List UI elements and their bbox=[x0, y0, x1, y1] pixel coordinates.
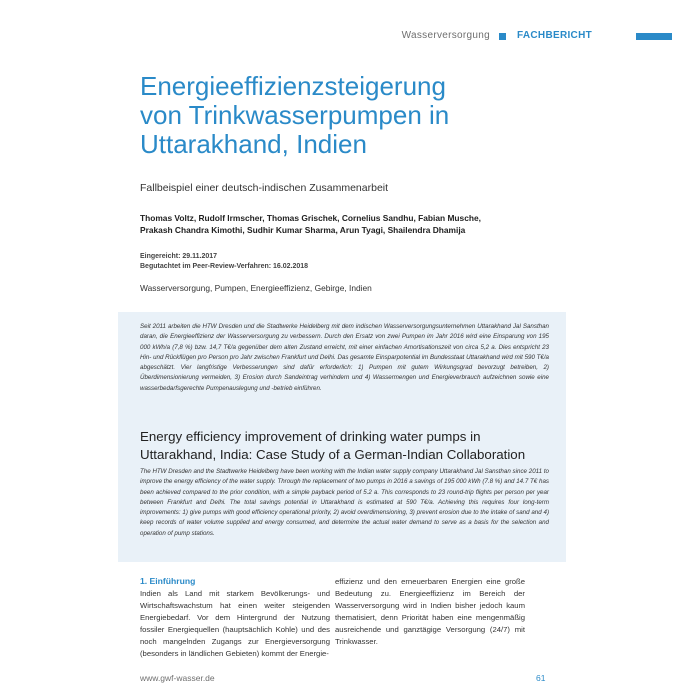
header-section-label: Wasserversorgung bbox=[401, 30, 490, 41]
author-list bbox=[140, 212, 560, 236]
body-column-1: Indien als Land mit starkem Bevölkerungs- und Wirtschaftswachstum hat einen weiter steigenden Energiebedarf. Vor dem Hintergrund der Nutzung fossiler Energiequellen (hauptsächlich Kohle) und des noch mangelnden Zugangs zur Energieversorgung (besonders in ländlichen Gebieten) kommt der Energie- bbox=[140, 589, 330, 658]
title-line: Energieeffizienzsteigerung bbox=[140, 71, 446, 101]
abstract-english: The HTW Dresden and the Stadtwerke Heidelberg have been working with the Indian water supply company Uttarakhand Jal Sansthan since 2011 to improve the energy efficiency of the water supply. Through the replacement of two pumps in 2016 a savings of 195 000 kWh (7.8 %) and 14.7 T€ has been achieved compared to the prior condition, with a simple payback period of 5.2 a. This corresponds to 23 round-trip flights per person per year between Frankfurt and Delhi. The total savings potential in Uttarakhand is estimated at 590 T€/a. Achieving this requires four long-term improvements: 1) give pumps with good efficiency operational priority, 2) avoid overdimensioning, 3) prevent erosion due to the intake of sand and 4) keep records of water volume supplied and energy consumed, and determine the actual water demand to serve as a basis for the selection and operation of pump stations. bbox=[140, 468, 549, 537]
english-title-line: Energy efficiency improvement of drinking water pumps in bbox=[140, 429, 481, 444]
body-column-2: effizienz und den erneuerbaren Energien eine große Bedeutung zu. Energieeffizienz im Bereich der Wasserversorgung wird in Indien bisher jedoch kaum thematisiert, denn Priorität haben eine mengenmäßig ausreichende und ganztägige Versorgung (24/7) mit Trinkwasser. bbox=[335, 577, 525, 646]
submission-dates bbox=[140, 252, 308, 272]
header-square-marker bbox=[499, 33, 506, 40]
author-line: Prakash Chandra Kimothi, Sudhir Kumar Sharma, Arun Tyagi, Shailendra Dhamija bbox=[140, 225, 466, 235]
reviewed-date: Begutachtet im Peer-Review-Verfahren: 16.02.2018 bbox=[140, 263, 309, 270]
abstract-german: Seit 2011 arbeiten die HTW Dresden und die Stadtwerke Heidelberg mit dem indischen Wasserversorgungsunternehmen Uttarakhand Jal Sansthan daran, die Energieeffizienz der Wasserversorgung zu verbessern. Durch den Ersatz von zwei Pumpen im Jahr 2016 wird eine Einsparung von 195 000 kWh/a (7,8 %) bzw. 14,7 T€/a gegenüber dem alten Zustand erreicht, mit einer einfachen Amortisationszeit von circa 5,2 a. Dies entspricht 23 Hin- und Rückflügen pro Person pro Jahr zwischen Frankfurt und Delhi. Das gesamte Einsparpotential im Bundesstaat Uttarakhand wird mit 590 T€/a abgeschätzt. Vier langfristige Verbesserungen sind dafür erforderlich: 1) Pumpen mit gutem Wirkungsgrad bevorzugt betreiben, 2) Überdimensionierung vermeiden, 3) Erosion durch Sandeintrag verhindern und 4) Wassermengen und Energieverbrauch aufzeichnen sowie eine wasserbedarfsgerechte Pumpenauslegung und -betrieb einführen. bbox=[140, 323, 549, 392]
page-header bbox=[300, 30, 672, 46]
header-category-label: FACHBERICHT bbox=[517, 30, 592, 41]
received-date: Eingereicht: 29.11.2017 bbox=[140, 253, 218, 260]
header-accent-bar bbox=[636, 33, 672, 40]
keywords: Wasserversorgung, Pumpen, Energieeffizienz, Gebirge, Indien bbox=[140, 283, 372, 293]
author-line: Thomas Voltz, Rudolf Irmscher, Thomas Grischek, Cornelius Sandhu, Fabian Musche, bbox=[140, 213, 481, 223]
article-subtitle: Fallbeispiel einer deutsch-indischen Zusammenarbeit bbox=[140, 182, 389, 194]
title-line: von Trinkwasserpumpen in bbox=[140, 100, 450, 130]
english-title-line: Uttarakhand, India: Case Study of a German-Indian Collaboration bbox=[140, 447, 526, 462]
title-line: Uttarakhand, Indien bbox=[140, 129, 367, 159]
english-title bbox=[140, 428, 540, 464]
section-heading: 1. Einführung bbox=[140, 576, 196, 586]
footer-url: www.gwf-wasser.de bbox=[140, 673, 215, 683]
page-number: 61 bbox=[536, 673, 546, 683]
article-title bbox=[140, 72, 500, 159]
